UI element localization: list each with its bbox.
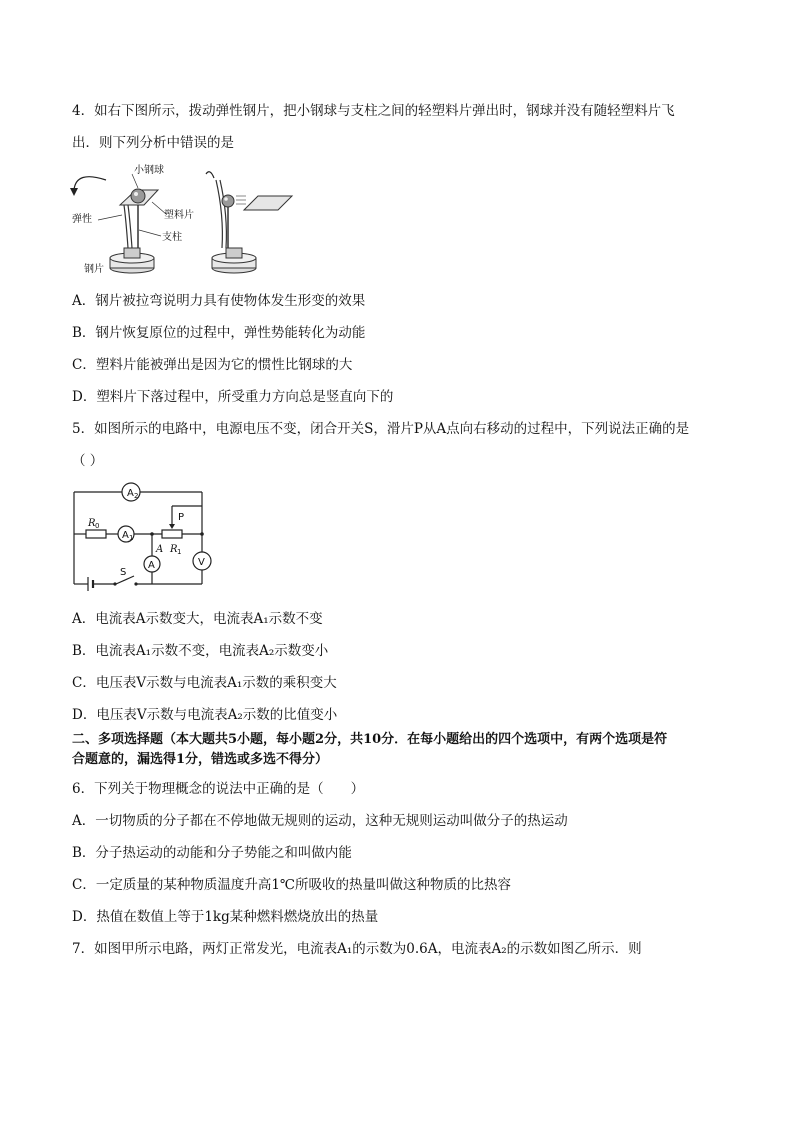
label-plastic: 塑料片 <box>164 210 194 221</box>
q5-option-b: B．电流表A₁示数不变，电流表A₂示数变小 <box>72 643 329 659</box>
section2-heading-line2: 合题意的，漏选得1分，错选或多选不得分） <box>72 752 329 767</box>
q4-stem-line2: 出．则下列分析中错误的是 <box>72 135 234 151</box>
q4-figure <box>66 160 306 280</box>
label-elastic: 弹性 <box>72 214 92 225</box>
a1-sub: 1 <box>129 534 134 542</box>
q5-option-a: A．电流表A示数变大，电流表A₁示数不变 <box>72 611 323 627</box>
label-pillar: 支柱 <box>162 232 182 243</box>
r0-label: R <box>88 518 96 529</box>
q6-option-d: D．热值在数值上等于1kg某种燃料燃烧放出的热量 <box>72 909 379 925</box>
q4-option-a: A．钢片被拉弯说明力具有使物体发生形变的效果 <box>72 293 366 309</box>
q5-option-d: D．电压表V示数与电流表A₂示数的比值变小 <box>72 707 338 723</box>
q5-stem-line2: （ ） <box>72 453 104 469</box>
q5-option-c: C．电压表V示数与电流表A₁示数的乘积变大 <box>72 675 337 691</box>
q7-stem: 7．如图甲所示电路，两灯正常发光，电流表A₁的示数为0.6A，电流表A₂的示数如图乙所示．则 <box>72 941 642 957</box>
ammeter-label: A <box>148 560 155 571</box>
a1-label: A <box>122 530 129 541</box>
section2-heading-line1: 二、多项选择题（本大题共5小题，每小题2分，共10分．在每小题给出的四个选项中，有两个选项是符 <box>72 732 668 747</box>
q5-stem-line1: 5．如图所示的电路中，电源电压不变，闭合开关S，滑片P从A点向右移动的过程中，下列说法正确的是 <box>72 421 690 437</box>
switch-label: S <box>120 567 127 578</box>
q6-option-b: B．分子热运动的动能和分子势能之和叫做内能 <box>72 845 352 861</box>
p-label: P <box>178 512 185 523</box>
q6-option-a: A．一切物质的分子都在不停地做无规则的运动，这种无规则运动叫做分子的热运动 <box>72 813 568 829</box>
q4-option-d: D．塑料片下落过程中，所受重力方向总是竖直向下的 <box>72 389 394 405</box>
label-steel: 钢片 <box>84 264 104 275</box>
point-a-label: A <box>156 544 164 555</box>
q4-option-b: B．钢片恢复原位的过程中，弹性势能转化为动能 <box>72 325 366 341</box>
a2-sub: 2 <box>134 492 139 500</box>
r1-sub: 1 <box>177 548 182 556</box>
q4-stem-line1: 4．如右下图所示，拨动弹性钢片，把小钢球与支柱之间的轻塑料片弹出时，钢球并没有随轻塑料片飞 <box>72 103 675 119</box>
q6-option-c: C．一定质量的某种物质温度升高1℃所吸收的热量叫做这种物质的比热容 <box>72 877 512 893</box>
a2-label: A <box>127 488 134 499</box>
voltmeter-label: V <box>198 557 205 568</box>
r0-sub: 0 <box>95 522 100 530</box>
q6-stem: 6．下列关于物理概念的说法中正确的是（ ） <box>72 781 365 797</box>
label-ball: 小钢球 <box>134 165 164 176</box>
q5-circuit-figure <box>66 480 216 592</box>
q4-option-c: C．塑料片能被弹出是因为它的惯性比钢球的大 <box>72 357 353 373</box>
r1-label: R <box>170 544 178 555</box>
